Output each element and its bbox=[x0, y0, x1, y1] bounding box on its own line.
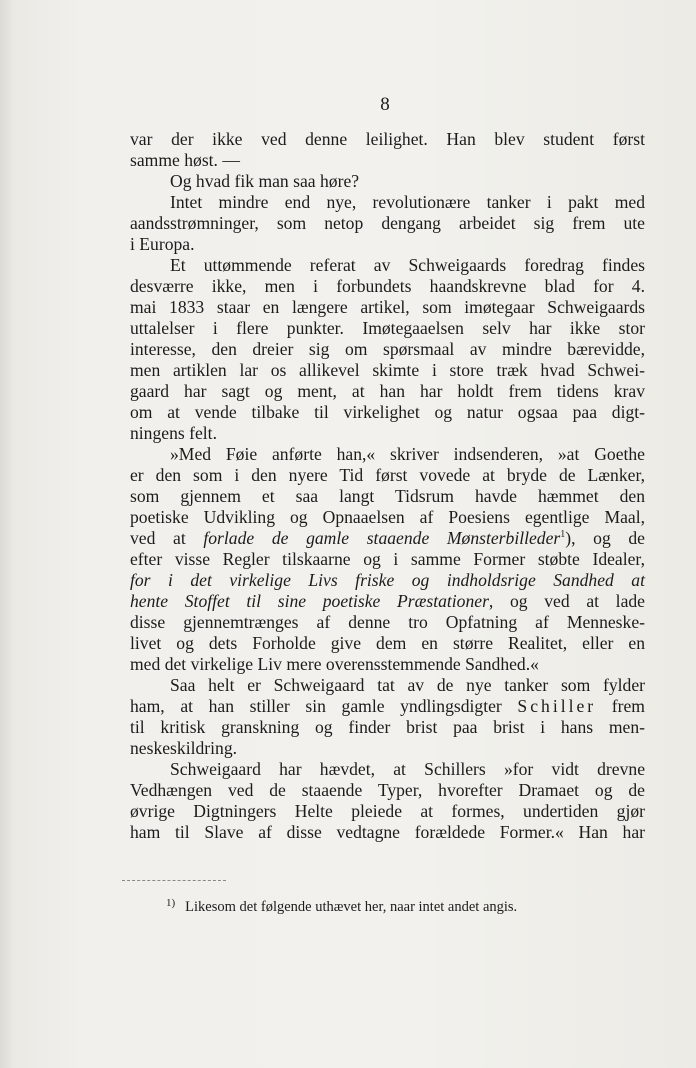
text-run: , og ved at lade bbox=[488, 591, 645, 611]
text-line: interesse, den dreier sig om spørsmaal av mindre bærevidde, bbox=[130, 339, 645, 359]
text-line: Intet mindre end nye, revolutionære tanker i pakt med bbox=[170, 192, 645, 212]
italic-emphasis: hente Stoffet til sine poetiske Præstationer bbox=[130, 591, 489, 611]
text-line: aandsstrømninger, som netop dengang arbeidet sig frem ute bbox=[130, 213, 645, 233]
text-run: ), og de bbox=[565, 528, 645, 548]
text-line: poetiske Udvikling og Opnaaelsen af Poesiens egentlige Maal, bbox=[130, 507, 645, 527]
text-line: til kritisk granskning og finder brist paa brist i hans men- bbox=[130, 717, 645, 737]
spaced-emphasis: Schiller bbox=[517, 696, 597, 716]
footnote-divider bbox=[122, 880, 226, 881]
text-line: Et uttømmende referat av Schweigaards foredrag findes bbox=[170, 255, 645, 275]
text-line: i Europa. bbox=[130, 234, 195, 254]
text-line: som gjennem et saa langt Tidsrum havde hæmmet den bbox=[130, 486, 645, 506]
footnote-text: Likesom det følgende uthævet her, naar intet andet angis. bbox=[185, 899, 518, 915]
text-line: var der ikke ved denne leilighet. Han blev student først bbox=[130, 129, 645, 149]
text-run: frem bbox=[596, 696, 645, 716]
text-line: neskeskildring. bbox=[130, 738, 238, 758]
footnote bbox=[166, 893, 517, 917]
text-line: mai 1833 staar en længere artikel, som imøtegaar Schweigaards bbox=[130, 297, 645, 317]
body-text bbox=[130, 129, 645, 843]
text-line: Schweigaard har hævdet, at Schillers »for vidt drevne bbox=[170, 759, 645, 779]
text-line: disse gjennemtrænges af denne tro Opfatning af Menneske- bbox=[130, 612, 645, 632]
page-edge-shadow bbox=[0, 0, 14, 1068]
text-line: med det virkelige Liv mere overensstemmende Sandhed.« bbox=[130, 654, 539, 674]
text-line: øvrige Digtningers Helte pleiede at formes, undertiden gjør bbox=[130, 801, 645, 821]
text-line: livet og dets Forholde give dem en større Realitet, eller en bbox=[130, 633, 645, 653]
text-line bbox=[130, 696, 645, 717]
page-number: 8 bbox=[380, 94, 390, 115]
text-line: om at vende tilbake til virkelighet og natur ogsaa paa digt- bbox=[130, 402, 645, 422]
text-line bbox=[130, 591, 645, 612]
text-line: samme høst. — bbox=[130, 150, 240, 170]
text-run: ved at bbox=[130, 528, 204, 548]
text-run: ham, at han stiller sin gamle yndlingsdigter bbox=[130, 696, 518, 716]
text-line: »Med Føie anførte han,« skriver indsenderen, »at Goethe bbox=[170, 444, 645, 464]
footnote-mark: 1) bbox=[166, 897, 176, 909]
text-line: uttalelser i flere punkter. Imøtegaaelsen selv har ikke stor bbox=[130, 318, 645, 338]
footnote-reference: 1 bbox=[560, 529, 566, 541]
text-line: gaard har sagt og ment, at han har holdt frem tidens krav bbox=[130, 381, 645, 401]
text-line: desværre ikke, men i forbundets haandskrevne blad for 4. bbox=[130, 276, 645, 296]
text-line bbox=[130, 528, 645, 549]
text-line: ham til Slave af disse vedtagne forældede Former.« Han har bbox=[130, 822, 645, 842]
text-line: Vedhængen ved de staaende Typer, hvorefter Dramaet og de bbox=[130, 780, 645, 800]
text-line: er den som i den nyere Tid først vovede at bryde de Lænker, bbox=[130, 465, 645, 485]
text-line: ningens felt. bbox=[130, 423, 217, 443]
text-line: men artiklen lar os allikevel skimte i store træk hvad Schwei- bbox=[130, 360, 645, 380]
italic-emphasis: forlade de gamle staaende Mønsterbilleder bbox=[203, 528, 561, 548]
italic-emphasis: for i det virkelige Livs friske og indholdsrige Sandhed at bbox=[130, 570, 645, 590]
text-line: Saa helt er Schweigaard tat av de nye tanker som fylder bbox=[170, 675, 645, 695]
text-line: efter visse Regler tilskaarne og i samme Former støbte Idealer, bbox=[130, 549, 645, 569]
text-line: Og hvad fik man saa høre? bbox=[170, 171, 360, 191]
